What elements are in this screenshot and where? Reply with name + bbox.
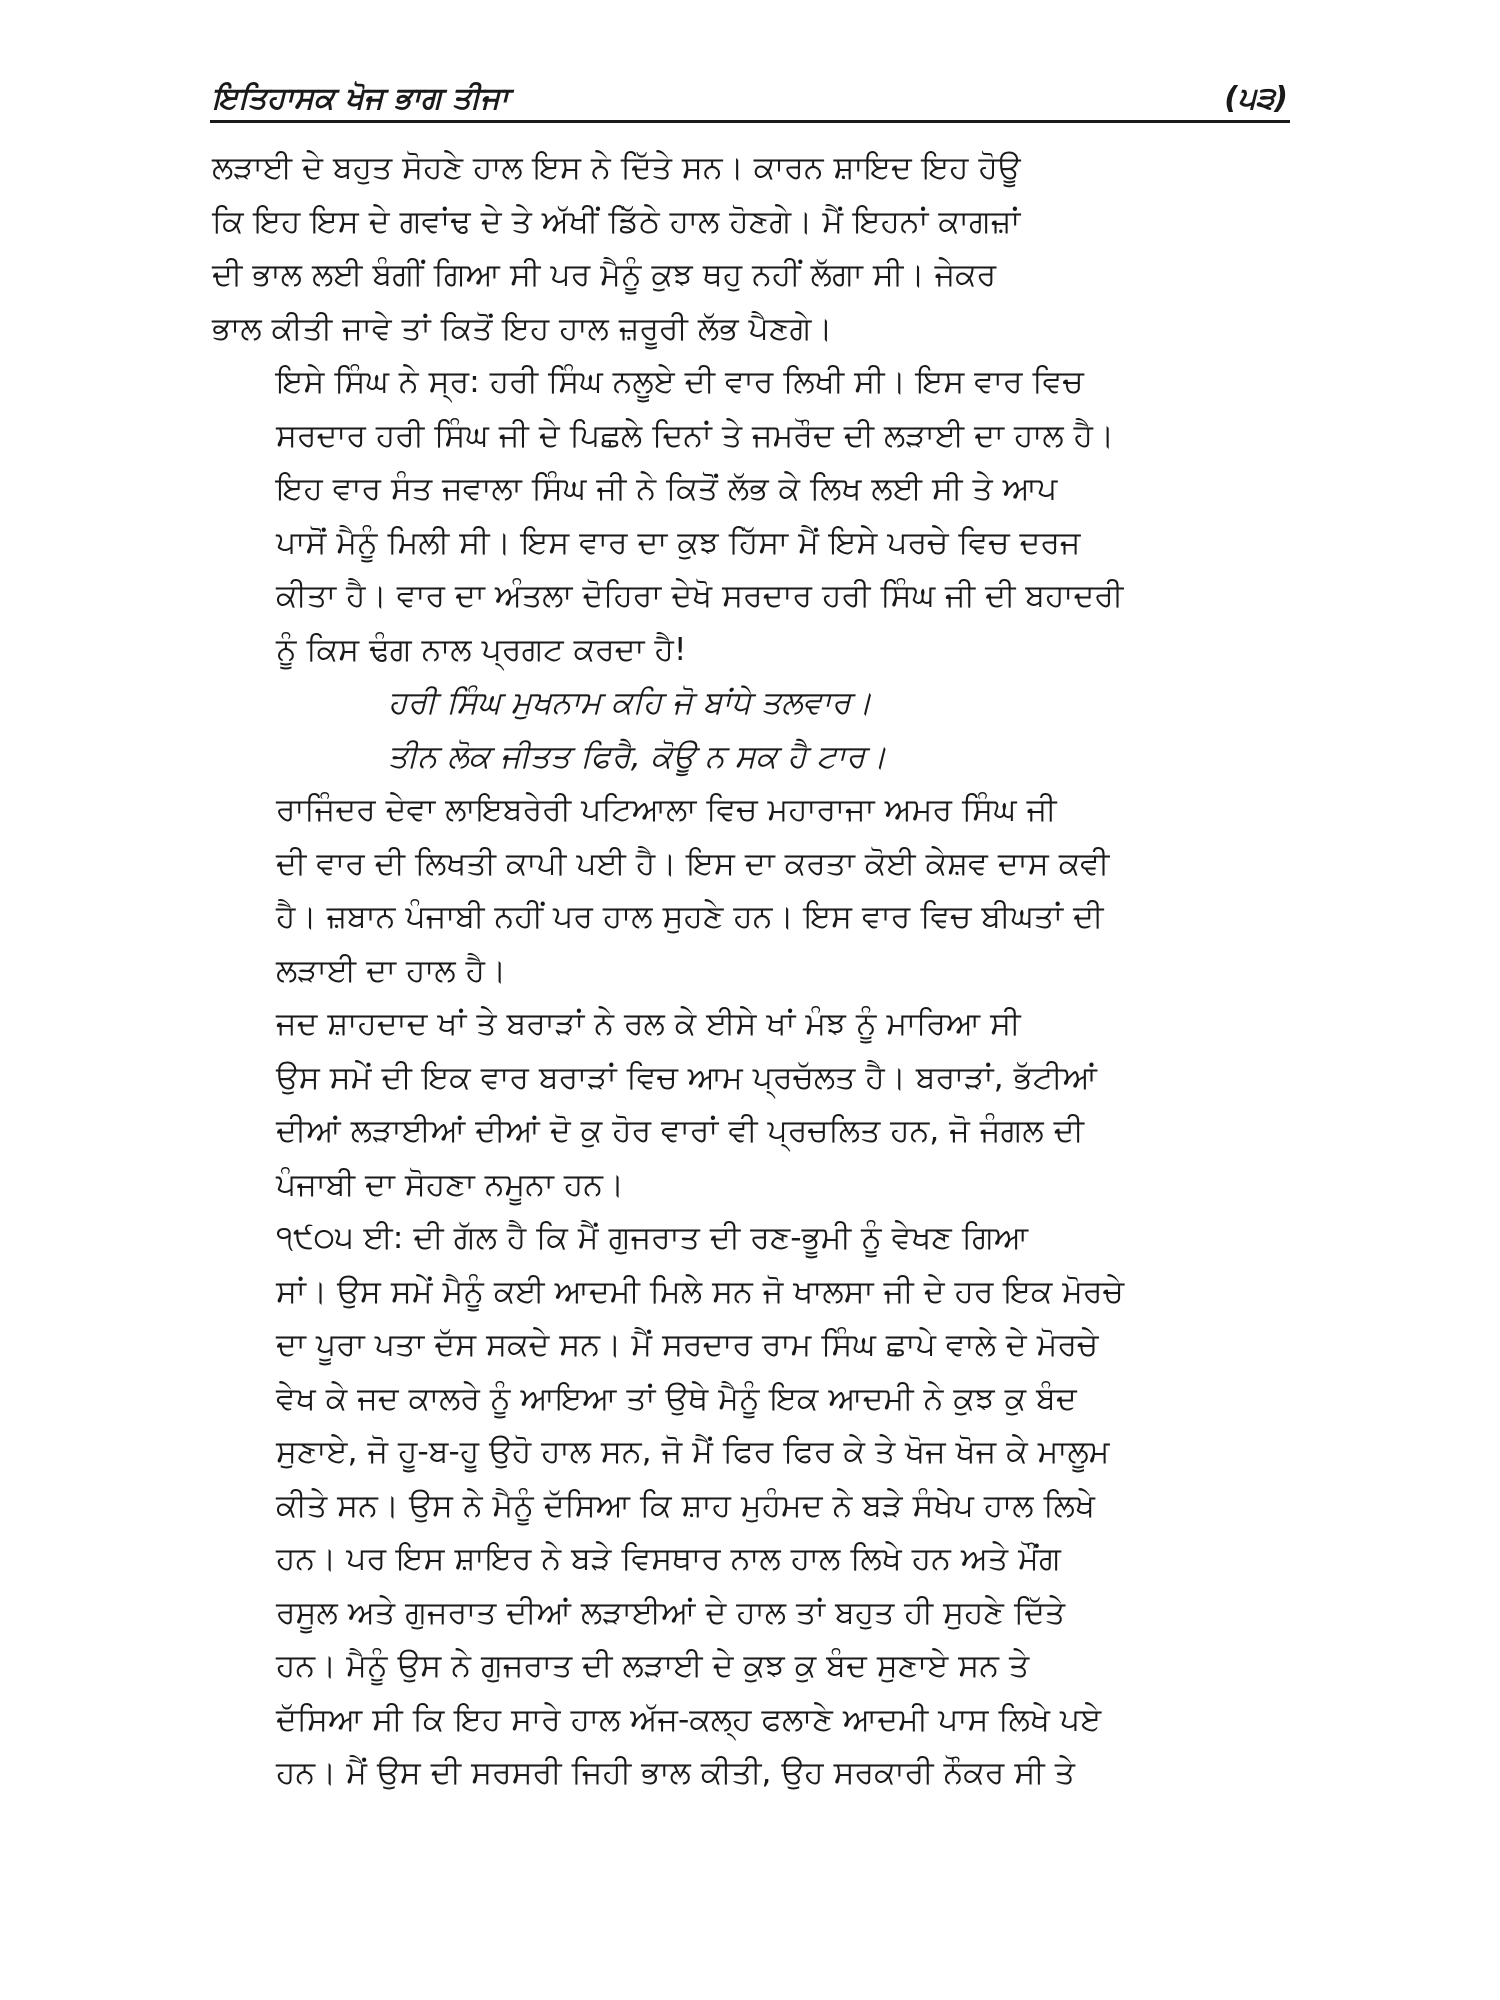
text-line: ਹਨ। ਮੈਨੂੰ ਉਸ ਨੇ ਗੁਜਰਾਤ ਦੀ ਲੜਾਈ ਦੇ ਕੁਝ ਕੁ ਬੰਦ ਸੁਣਾਏ ਸਨ ਤੇ xyxy=(276,1648,1030,1684)
text-line: ਹਨ। ਮੈਂ ਉਸ ਦੀ ਸਰਸਰੀ ਜਿਹੀ ਭਾਲ ਕੀਤੀ, ਉਹ ਸਰਕਾਰੀ ਨੌਕਰ ਸੀ ਤੇ xyxy=(276,1755,1075,1791)
text-line: ਦੀਆਂ ਲੜਾਈਆਂ ਦੀਆਂ ਦੋ ਕੁ ਹੋਰ ਵਾਰਾਂ ਵੀ ਪ੍ਰਚਲਿਤ ਹਨ, ਜੋ ਜੰਗਲ ਦੀ xyxy=(276,1113,1085,1149)
paragraph xyxy=(212,356,1288,677)
verse-line: ਤੀਨ ਲੋਕ ਜੀਤਤ ਫਿਰੈ, ਕੋਊ ਨ ਸਕ ਹੈ ਟਾਰ। xyxy=(388,738,887,775)
text-line: ਨੂੰ ਕਿਸ ਢੰਗ ਨਾਲ ਪ੍ਰਗਟ ਕਰਦਾ ਹੈ! xyxy=(276,631,687,668)
body-text xyxy=(212,142,1288,1801)
text-line: ਪਾਸੋਂ ਮੈਨੂੰ ਮਿਲੀ ਸੀ। ਇਸ ਵਾਰ ਦਾ ਕੁਝ ਹਿੱਸਾ ਮੈਂ ਇਸੇ ਪਰਚੇ ਵਿਚ ਦਰਜ xyxy=(276,524,1081,561)
paragraph xyxy=(212,784,1288,998)
header-title: ਇਤਿਹਾਸਕ ਖੋਜ ਭਾਗ ਤੀਜਾ xyxy=(212,81,509,116)
text-line: ਕਿ ਇਹ ਇਸ ਦੇ ਗਵਾਂਢ ਦੇ ਤੇ ਅੱਖੀਂ ਡਿੱਠੇ ਹਾਲ ਹੋਣਗੇ। ਮੈਂ ਇਹਨਾਂ ਕਾਗਜ਼ਾਂ xyxy=(212,203,1021,240)
text-line: ਦੀ ਭਾਲ ਲਈ ਬੰਗੀਂ ਗਿਆ ਸੀ ਪਰ ਮੈਨੂੰ ਕੁਝ ਥਹੁ ਨਹੀਂ ਲੱਗਾ ਸੀ। ਜੇਕਰ xyxy=(212,257,997,293)
text-line: ਵੇਖ ਕੇ ਜਦ ਕਾਲਰੇ ਨੂੰ ਆਇਆ ਤਾਂ ਉਥੇ ਮੈਨੂੰ ਇਕ ਆਦਮੀ ਨੇ ਕੁਝ ਕੁ ਬੰਦ xyxy=(276,1380,1077,1417)
header-rule xyxy=(210,120,1290,123)
text-line: ਰਸੂਲ ਅਤੇ ਗੁਜਰਾਤ ਦੀਆਂ ਲੜਾਈਆਂ ਦੇ ਹਾਲ ਤਾਂ ਬਹੁਤ ਹੀ ਸੁਹਣੇ ਦਿੱਤੇ xyxy=(276,1594,1066,1631)
text-line: ਸਰਦਾਰ ਹਰੀ ਸਿੰਘ ਜੀ ਦੇ ਪਿਛਲੇ ਦਿਨਾਂ ਤੇ ਜਮਰੌਦ ਦੀ ਲੜਾਈ ਦਾ ਹਾਲ ਹੈ। xyxy=(276,417,1115,454)
text-line: ਲੜਾਈ ਦੇ ਬਹੁਤ ਸੋਹਣੇ ਹਾਲ ਇਸ ਨੇ ਦਿੱਤੇ ਸਨ। ਕਾਰਨ ਸ਼ਾਇਦ ਇਹ ਹੋਊ xyxy=(212,150,1021,186)
running-header xyxy=(212,62,1288,122)
text-line: ਦਾ ਪੂਰਾ ਪਤਾ ਦੱਸ ਸਕਦੇ ਸਨ। ਮੈਂ ਸਰਦਾਰ ਰਾਮ ਸਿੰਘ ਛਾਪੇ ਵਾਲੇ ਦੇ ਮੋਰਚੇ xyxy=(276,1327,1099,1363)
text-line: ਭਾਲ ਕੀਤੀ ਜਾਵੇ ਤਾਂ ਕਿਤੋਂ ਇਹ ਹਾਲ ਜ਼ਰੂਰੀ ਲੱਭ ਪੈਣਗੇ। xyxy=(212,310,833,347)
paragraph xyxy=(212,1212,1288,1801)
text-line: ਪੰਜਾਬੀ ਦਾ ਸੋਹਣਾ ਨਮੂਨਾ ਹਨ। xyxy=(276,1166,625,1203)
text-line: ਇਹ ਵਾਰ ਸੰਤ ਜਵਾਲਾ ਸਿੰਘ ਜੀ ਨੇ ਕਿਤੋਂ ਲੱਭ ਕੇ ਲਿਖ ਲਈ ਸੀ ਤੇ ਆਪ xyxy=(276,471,1058,507)
page-number: (੫੩) xyxy=(1224,81,1288,116)
verse-couplet xyxy=(212,677,1288,784)
text-line: ਉਸ ਸਮੇਂ ਦੀ ਇਕ ਵਾਰ ਬਰਾੜਾਂ ਵਿਚ ਆਮ ਪ੍ਰਚੱਲਤ ਹੈ। ਬਰਾੜਾਂ, ਭੱਟੀਆਂ xyxy=(276,1059,1097,1096)
text-line: ਲੜਾਈ ਦਾ ਹਾਲ ਹੈ। xyxy=(276,952,507,989)
text-line: ਸਾਂ। ਉਸ ਸਮੇਂ ਮੈਨੂੰ ਕਈ ਆਦਮੀ ਮਿਲੇ ਸਨ ਜੋ ਖਾਲਸਾ ਜੀ ਦੇ ਹਰ ਇਕ ਮੋਰਚੇ xyxy=(276,1273,1124,1310)
paragraph xyxy=(212,142,1288,356)
text-line: ਇਸੇ ਸਿੰਘ ਨੇ ਸ੍ਰ: ਹਰੀ ਸਿੰਘ ਨਲੂਏ ਦੀ ਵਾਰ ਲਿਖੀ ਸੀ। ਇਸ ਵਾਰ ਵਿਚ xyxy=(276,364,1084,400)
text-line: ਹਨ। ਪਰ ਇਸ ਸ਼ਾਇਰ ਨੇ ਬੜੇ ਵਿਸਥਾਰ ਨਾਲ ਹਾਲ ਲਿਖੇ ਹਨ ਅਤੇ ਮੌਂਗ xyxy=(276,1541,1061,1577)
paragraphs-after-verse xyxy=(212,784,1288,1801)
text-line: ਸੁਣਾਏ, ਜੋ ਹੂ-ਬ-ਹੂ ਉਹੋ ਹਾਲ ਸਨ, ਜੋ ਮੈਂ ਫਿਰ ਫਿਰ ਕੇ ਤੇ ਖੋਜ ਖੋਜ ਕੇ ਮਾਲੂਮ xyxy=(276,1434,1110,1470)
text-line: ਦੱਸਿਆ ਸੀ ਕਿ ਇਹ ਸਾਰੇ ਹਾਲ ਅੱਜ-ਕਲ੍ਹ ਫਲਾਣੇ ਆਦਮੀ ਪਾਸ ਲਿਖੇ ਪਏ xyxy=(276,1701,1102,1738)
text-line: ਕੀਤਾ ਹੈ। ਵਾਰ ਦਾ ਅੰਤਲਾ ਦੋਹਿਰਾ ਦੇਖੋ ਸਰਦਾਰ ਹਰੀ ਸਿੰਘ ਜੀ ਦੀ ਬਹਾਦਰੀ xyxy=(276,578,1124,614)
text-line: ੧੯੦੫ ਈ: ਦੀ ਗੱਲ ਹੈ ਕਿ ਮੈਂ ਗੁਜਰਾਤ ਦੀ ਰਣ-ਭੂਮੀ ਨੂੰ ਵੇਖਣ ਗਿਆ xyxy=(276,1220,1029,1256)
text-line: ਕੀਤੇ ਸਨ। ਉਸ ਨੇ ਮੈਨੂੰ ਦੱਸਿਆ ਕਿ ਸ਼ਾਹ ਮੁਹੰਮਦ ਨੇ ਬੜੇ ਸੰਖੇਪ ਹਾਲ ਲਿਖੇ xyxy=(276,1487,1095,1524)
paragraphs-before-verse xyxy=(212,142,1288,677)
text-line: ਹੈ। ਜ਼ਬਾਨ ਪੰਜਾਬੀ ਨਹੀਂ ਪਰ ਹਾਲ ਸੁਹਣੇ ਹਨ। ਇਸ ਵਾਰ ਵਿਚ ਬੀਘਤਾਂ ਦੀ xyxy=(276,899,1104,935)
text-line: ਦੀ ਵਾਰ ਦੀ ਲਿਖਤੀ ਕਾਪੀ ਪਈ ਹੈ। ਇਸ ਦਾ ਕਰਤਾ ਕੋਈ ਕੇਸ਼ਵ ਦਾਸ ਕਵੀ xyxy=(276,845,1110,882)
verse-line: ਹਰੀ ਸਿੰਘ ਮੁਖਨਾਮ ਕਹਿ ਜੋ ਬਾਂਧੇ ਤਲਵਾਰ। xyxy=(388,685,873,721)
text-line: ਰਾਜਿੰਦਰ ਦੇਵਾ ਲਾਇਬਰੇਰੀ ਪਟਿਆਲਾ ਵਿਚ ਮਹਾਰਾਜਾ ਅਮਰ ਸਿੰਘ ਜੀ xyxy=(276,792,1057,828)
paragraph xyxy=(212,998,1288,1212)
text-line: ਜਦ ਸ਼ਾਹਦਾਦ ਖਾਂ ਤੇ ਬਰਾੜਾਂ ਨੇ ਰਲ ਕੇ ਈਸੇ ਖਾਂ ਮੰਝ ਨੂੰ ਮਾਰਿਆ ਸੀ xyxy=(276,1006,1021,1042)
